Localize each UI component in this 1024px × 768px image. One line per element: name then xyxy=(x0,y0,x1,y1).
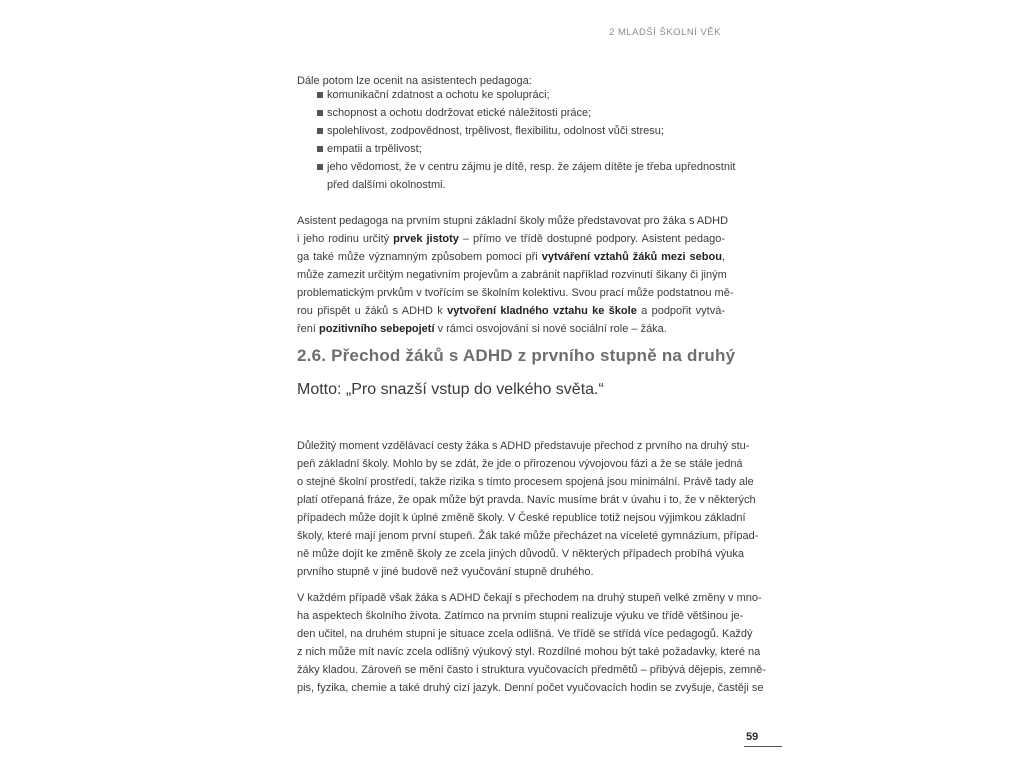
list-item: empatii a trpělivost; xyxy=(317,140,727,158)
bullet-square-icon xyxy=(317,146,323,152)
list-item-continuation: před dalšími okolnostmi. xyxy=(327,179,446,191)
bold-term: prvek jistoty xyxy=(393,233,459,245)
bold-term: vytváření vztahů žáků mezi sebou xyxy=(541,251,722,263)
bullet-square-icon xyxy=(317,128,323,134)
paragraph-changes: V každém případě však žáka s ADHD čekají s přechodem na druhý stupeň velké změny v mno- ha aspektech školního života. Zatímco na prvním stupni realizuje výuku ve třídě většinou je- den učitel, na druhém stupni je situace zcela odlišná. Ve třídě se střídá více pedagogů. Každý z nich může mít navíc zcela odlišný výukový styl. Rozdílné mohou být také požadavky, které na žáky kladou. Zároveň se mění často i struktura vyučovacích předmětů – přibývá dějepis, zemně- pis, fyzika, chemie a také druhý cizí jazyk. Denní počet vyučovacích hodin se zvyšuje, častěji se xyxy=(297,592,766,694)
list-item: spolehlivost, zodpovědnost, trpělivost, flexibilitu, odolnost vůči stresu; xyxy=(317,122,727,140)
list-item: komunikační zdatnost a ochotu ke spolupráci; xyxy=(317,86,727,104)
paragraph-transition: Důležitý moment vzdělávací cesty žáka s ADHD představuje přechod z prvního na druhý stu- peň základní školy. Mohlo by se zdát, že jde o přirozenou vývojovou fázi a že se stále jedná o stejné školní prostředí, takže rizika s tímto procesem spojená jsou minimální. Právě tady ale platí otřepaná fráze, že opak může být pravda. Navíc musíme brát v úvahu i to, že v některých případech může dojít k úplné změně školy. V České republice totiž nejsou výjimkou základní školy, které mají jenom první stupeň. Žák také může přecházet na víceleté gymnázium, případ- ně může dojít ke změně školy ze zcela jiných důvodů. V některých případech probíhá výuka prvního stupně v jiné budově než vyučování stupně druhého. xyxy=(297,440,759,578)
intro-line: Dále potom lze ocenit na asistentech pedagoga: xyxy=(297,75,532,87)
page-number: 59 xyxy=(746,731,759,743)
bold-term: pozitivního sebepojetí xyxy=(319,323,435,335)
list-item: schopnost a ochotu dodržovat etické náležitosti práce; xyxy=(317,104,727,122)
list-item: jeho vědomost, že v centru zájmu je dítě, resp. že zájem dítěte je třeba upřednostnit před dalšími okolnostmi. xyxy=(317,158,727,194)
motto: Motto: „Pro snazší vstup do velkého světa.“ xyxy=(297,381,604,398)
running-head: 2 MLADŠÍ ŠKOLNÍ VĚK xyxy=(609,27,721,38)
qualities-list xyxy=(317,86,736,194)
paragraph-assistant: Asistent pedagoga na prvním stupni základní školy může představovat pro žáka s ADHD i jeho rodinu určitý prvek jistoty – přímo ve třídě dostupné podpory. Asistent pedago- ga také může významným způsobem pomoci při vytváření vztahů žáků mezi sebou, může zamezit určitým negativním projevům a zabránit například rozvinutí šikany či jiným problematickým prvkům v tvořícím se školním kolektivu. Svou prací může podstatnou mě- rou přispět u žáků s ADHD k vytvoření kladného vztahu ke škole a podpořit vytvá- ření pozitivního sebepojetí v rámci osvojování si nové sociální role – žáka. xyxy=(297,215,734,335)
bullet-square-icon xyxy=(317,164,323,170)
bullet-square-icon xyxy=(317,92,323,98)
bullet-square-icon xyxy=(317,110,323,116)
page-number-rule xyxy=(744,746,782,747)
section-heading: 2.6. Přechod žáků s ADHD z prvního stupně na druhý xyxy=(297,346,736,365)
bold-term: vytvoření kladného vztahu ke škole xyxy=(447,305,637,317)
